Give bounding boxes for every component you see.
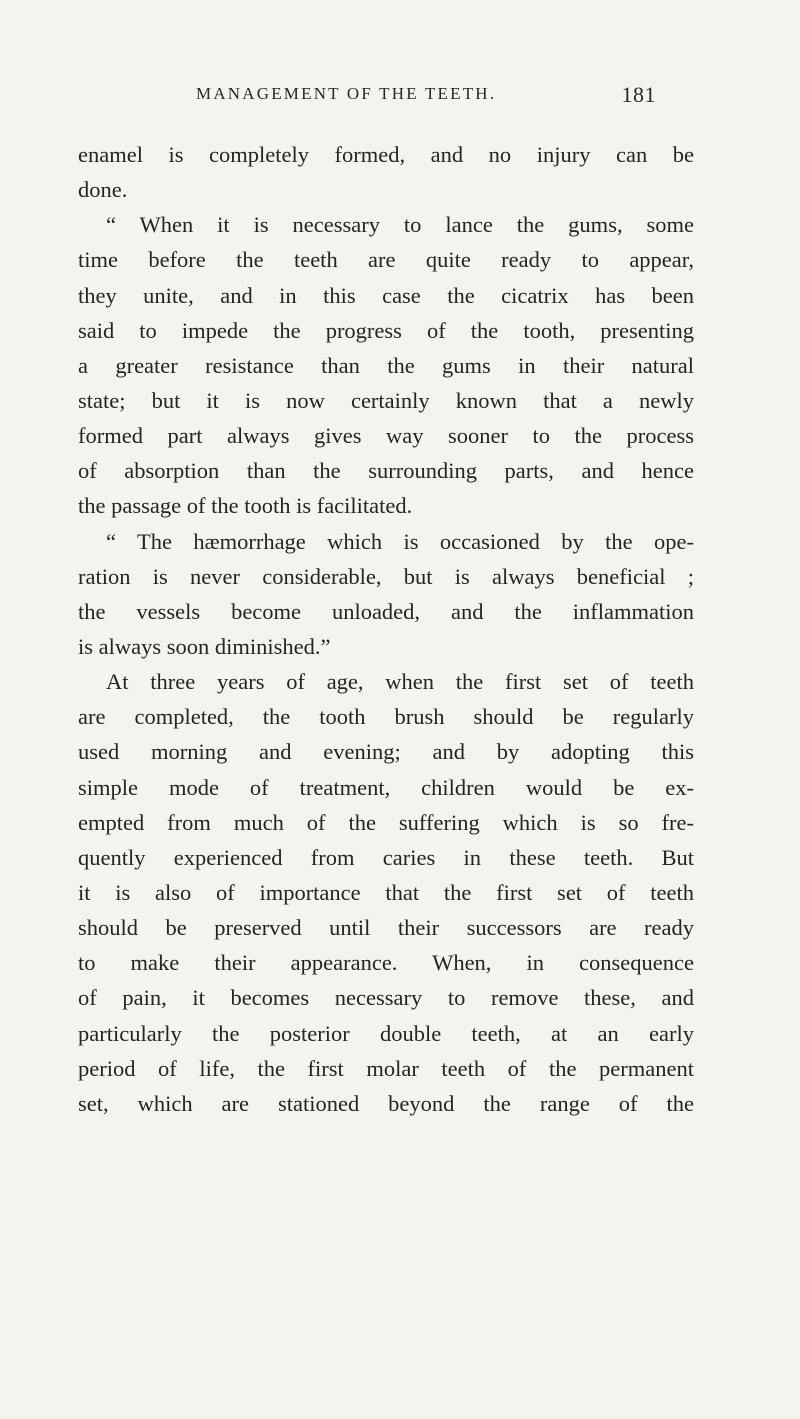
- text-line: said to impede the progress of the tooth, presenting: [78, 317, 694, 343]
- text-line: the vessels become unloaded, and the inflammation: [78, 598, 694, 624]
- text-line: “ When it is necessary to lance the gums, some: [106, 212, 694, 238]
- text-line: a greater resistance than the gums in their natural: [78, 352, 694, 378]
- text-line: empted from much of the suffering which is so fre-: [78, 809, 694, 835]
- page-number: 181: [621, 82, 656, 107]
- text-line: state; but it is now certainly known that a newly: [78, 387, 694, 413]
- text-line: should be preserved until their successors are ready: [78, 915, 694, 941]
- text-line: done.: [78, 177, 128, 203]
- text-line: used morning and evening; and by adopting this: [78, 739, 694, 765]
- text-line: particularly the posterior double teeth, at an early: [78, 1020, 694, 1046]
- text-line: is always soon diminished.”: [78, 633, 331, 659]
- text-line: are completed, the tooth brush should be regularly: [78, 704, 694, 730]
- body-text: [78, 137, 694, 1121]
- text-line: it is also of importance that the first set of teeth: [78, 879, 694, 905]
- text-line: ration is never considerable, but is always beneficial ;: [78, 563, 694, 589]
- running-head: [196, 84, 656, 120]
- text-line: the passage of the tooth is facilitated.: [78, 493, 413, 519]
- running-title: MANAGEMENT OF THE TEETH.: [196, 84, 497, 103]
- text-line: formed part always gives way sooner to the process: [78, 423, 694, 449]
- text-line: set, which are stationed beyond the range of the: [78, 1090, 694, 1116]
- text-line: At three years of age, when the first set of teeth: [106, 669, 694, 695]
- text-line: quently experienced from caries in these teeth. But: [78, 844, 694, 870]
- text-line: “ The hæmorrhage which is occasioned by the ope-: [106, 528, 694, 554]
- text-line: period of life, the first molar teeth of the permanent: [78, 1055, 694, 1081]
- text-line: enamel is completely formed, and no injury can be: [78, 142, 694, 167]
- text-line: simple mode of treatment, children would be ex-: [78, 774, 694, 800]
- text-line: of absorption than the surrounding parts, and hence: [78, 458, 694, 484]
- text-line: they unite, and in this case the cicatrix has been: [78, 282, 694, 308]
- text-line: of pain, it becomes necessary to remove these, and: [78, 985, 694, 1011]
- text-line: to make their appearance. When, in consequence: [78, 950, 694, 976]
- text-line: time before the teeth are quite ready to appear,: [78, 247, 694, 273]
